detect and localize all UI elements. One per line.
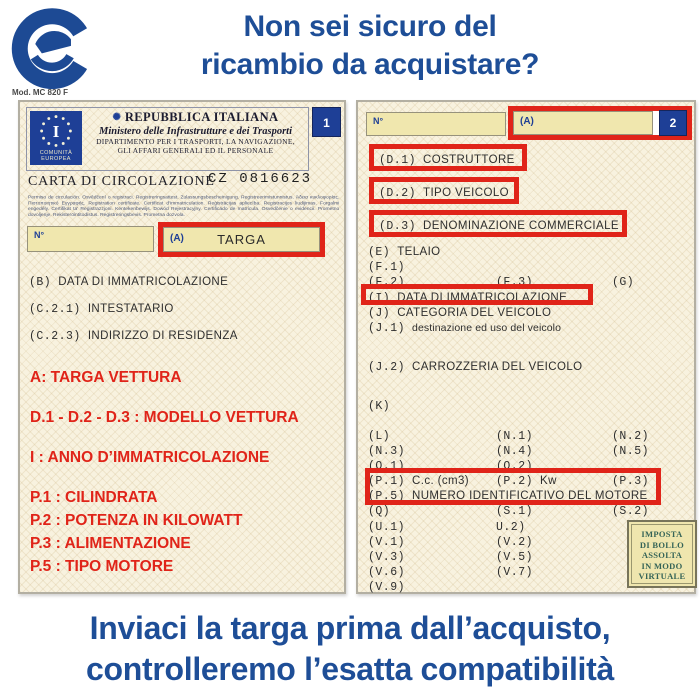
field-row	[29, 326, 238, 353]
cta-line1: Inviaci la targa prima dall’acquisto,	[89, 610, 611, 646]
highlight-field-a-p2	[508, 106, 692, 140]
field-a-p2: (A)	[513, 111, 653, 135]
field-code: (V.6)	[368, 566, 406, 580]
highlight-engine-fields	[365, 468, 661, 505]
highlighted-field	[369, 210, 627, 237]
call-to-action	[0, 608, 700, 690]
red-annotation-notes	[30, 366, 299, 578]
italy-emblem-icon: ✺	[112, 112, 122, 123]
field-line	[368, 242, 690, 257]
field-code: (P.1)	[368, 475, 406, 489]
registration-card-page2	[356, 100, 696, 594]
field-code: (V.3)	[368, 551, 406, 564]
field-label: destinazione ed uso del veicolo	[412, 321, 562, 334]
country-title: ✺ REPUBBLICA ITALIANA	[112, 110, 279, 124]
field-line	[368, 441, 690, 456]
field-code: U.2)	[496, 520, 526, 534]
field-code: (N.3)	[368, 444, 406, 458]
field-code: (O.2)	[496, 459, 534, 473]
page-number-badge-p2: 2	[659, 110, 687, 136]
field-code: (K)	[368, 400, 391, 414]
field-label: CARROZZERIA DEL VEICOLO	[412, 361, 583, 374]
field-code: (P.5)	[368, 490, 406, 504]
field-code: (V.7)	[496, 566, 534, 580]
field-code: (F.1)	[368, 261, 406, 275]
field-code: (G)	[612, 276, 635, 290]
ministry-name: Ministero delle Infrastrutture e dei Trasporti	[98, 126, 292, 137]
field-code: (F.3)	[496, 276, 534, 290]
department-line2: GLI AFFARI GENERALI ED IL PERSONALE	[117, 146, 274, 155]
stamp-line: IMPOSTA	[641, 529, 683, 539]
ministry-heading	[85, 110, 306, 155]
field-code: (C.2.3)	[29, 330, 81, 343]
field-line	[368, 426, 690, 441]
field-label: CATEGORIA DEL VEICOLO	[397, 306, 552, 319]
document-title: CARTA DI CIRCOLAZIONE	[28, 174, 215, 189]
field-label: INDIRIZZO DI RESIDENZA	[87, 330, 238, 342]
field-label: DENOMINAZIONE COMMERCIALE	[423, 220, 619, 232]
document-model-ref: Mod. MC 820 F	[12, 88, 69, 97]
field-code: (S.1)	[496, 505, 534, 519]
field-code: (N.2)	[612, 429, 650, 443]
field-code: (D.1)	[379, 154, 417, 167]
eu-caption-line1: COMUNITÀ	[39, 150, 73, 156]
field-a-value: TARGA	[217, 232, 266, 247]
stamp-line: IN MODO	[641, 560, 683, 571]
field-code: (D.2)	[379, 187, 417, 200]
field-code: (V.5)	[496, 551, 534, 564]
document-title-row	[28, 172, 338, 190]
field-cell	[368, 577, 405, 595]
blank-line	[368, 412, 690, 426]
field-code: (N.4)	[496, 444, 534, 458]
field-a-code: (A)	[170, 233, 184, 244]
highlighted-field	[369, 177, 519, 204]
field-line	[368, 303, 690, 318]
field-code: (C.2.1)	[29, 303, 81, 316]
field-code: (Q)	[368, 505, 391, 519]
page1-field-rows	[29, 272, 238, 353]
annotation-note: P.2 : POTENZA IN KILOWATT	[30, 512, 243, 529]
highlight-immatricolazione	[361, 284, 593, 305]
stamp-line: VIRTUALE	[638, 571, 686, 581]
field-code: (O.1)	[368, 459, 406, 473]
field-code: (N.5)	[612, 444, 650, 458]
field-code: (L)	[368, 429, 391, 443]
virtual-stamp-box	[627, 520, 697, 588]
registration-card-page1	[18, 100, 346, 594]
field-label: NUMERO IDENTIFICATIVO DEL MOTORE	[412, 490, 648, 503]
field-label: COSTRUTTORE	[423, 154, 515, 166]
field-label: C.c. (cm3)	[412, 475, 470, 488]
stamp-line: ASSOLTA	[641, 550, 683, 560]
field-label: TELAIO	[397, 246, 441, 258]
field-label: INTESTATARIO	[87, 303, 174, 315]
highlighted-field	[369, 144, 527, 171]
field-code: (F.2)	[368, 276, 406, 290]
field-code: (U.1)	[368, 520, 406, 534]
field-a-targa	[163, 227, 320, 252]
field-code: (B)	[29, 276, 52, 289]
annotation-note: I : ANNO D’IMMATRICOLAZIONE	[30, 449, 270, 466]
field-code: (J.2)	[368, 361, 406, 375]
highlight-targa-field	[158, 222, 325, 257]
field-n-number-p2: N°	[366, 112, 506, 136]
field-code: (P.3)	[612, 475, 650, 489]
ministry-header-box	[26, 107, 309, 171]
field-code: (E)	[368, 246, 391, 259]
stamp-line: DI BOLLO	[639, 539, 685, 550]
eu-caption-line2: EUROPEA	[41, 156, 71, 162]
annotation-note: P.3 : ALIMENTAZIONE	[30, 535, 191, 552]
field-code: (P.2)	[496, 475, 534, 489]
field-label: TIPO VEICOLO	[423, 187, 509, 199]
field-code: (S.2)	[612, 505, 650, 519]
field-code: (V.9)	[368, 581, 406, 595]
field-code: (D.3)	[379, 220, 417, 233]
field-line	[368, 357, 690, 375]
field-code: (N.1)	[496, 429, 534, 443]
eu-community-emblem	[30, 111, 82, 165]
field-line	[368, 318, 690, 333]
field-n-number: N°	[27, 226, 154, 252]
field-line	[368, 396, 690, 414]
field-row	[29, 299, 238, 326]
department-line1: DIPARTIMENTO PER I TRASPORTI, LA NAVIGAZIONE,	[96, 137, 295, 146]
field-line	[368, 257, 690, 275]
field-code: (V.2)	[496, 535, 534, 549]
headline-line2: ricambio da acquistare?	[200, 48, 540, 81]
cta-line2: controlleremo l’esatta compatibilità	[86, 651, 614, 687]
headline	[60, 8, 680, 84]
field-label: DATA DI IMMATRICOLAZIONE	[397, 291, 568, 304]
annotation-note: P.1 : CILINDRATA	[30, 489, 158, 506]
field-label: DATA DI IMMATRICOLAZIONE	[58, 276, 229, 288]
field-code: (J)	[368, 306, 391, 320]
highlighted-d-fields	[369, 144, 627, 243]
field-code: (I)	[368, 291, 391, 305]
blank-line	[368, 372, 690, 396]
annotation-note: P.5 : TIPO MOTORE	[30, 558, 174, 575]
annotation-note: A: TARGA VETTURA	[30, 369, 182, 386]
field-label: Kw	[540, 475, 557, 488]
field-row	[29, 272, 238, 299]
field-code: (V.1)	[368, 535, 406, 549]
blank-line	[368, 333, 690, 357]
headline-line1: Non sei sicuro del	[243, 10, 497, 43]
svg-text:I: I	[52, 121, 60, 141]
eu-stars-icon	[34, 112, 78, 150]
multilingual-caption: Permiso de circulación. Osvědčení o registraci. Registreringsattest. Zulassungsbescheinigung. Registreerimistunnistus. Άδεια κυκλοφορίας. Πιστοποιητικό Εγγραφής. Registration certificate. Certificat d'immatriculation. Reģistrācijas apliecība. Registracijos liudijimas. Forgalmi engedély. Ċertifikat ta' Reġistrazzjoni. Kentekenbewijs. Dowód Rejestracyjny. Certificado de matrícula. Osvedčenie o evidencii. Prometno dovoljenje. Rekisteröintitodistus. Registreringsbevis. Prometna dozvola.	[28, 194, 340, 217]
page-number-badge: 1	[312, 107, 341, 137]
document-serial-number: CZ 0816623	[208, 171, 313, 187]
field-code: (J.1)	[368, 321, 406, 335]
annotation-note: D.1 - D.2 - D.3 : MODELLO VETTURA	[30, 409, 299, 426]
